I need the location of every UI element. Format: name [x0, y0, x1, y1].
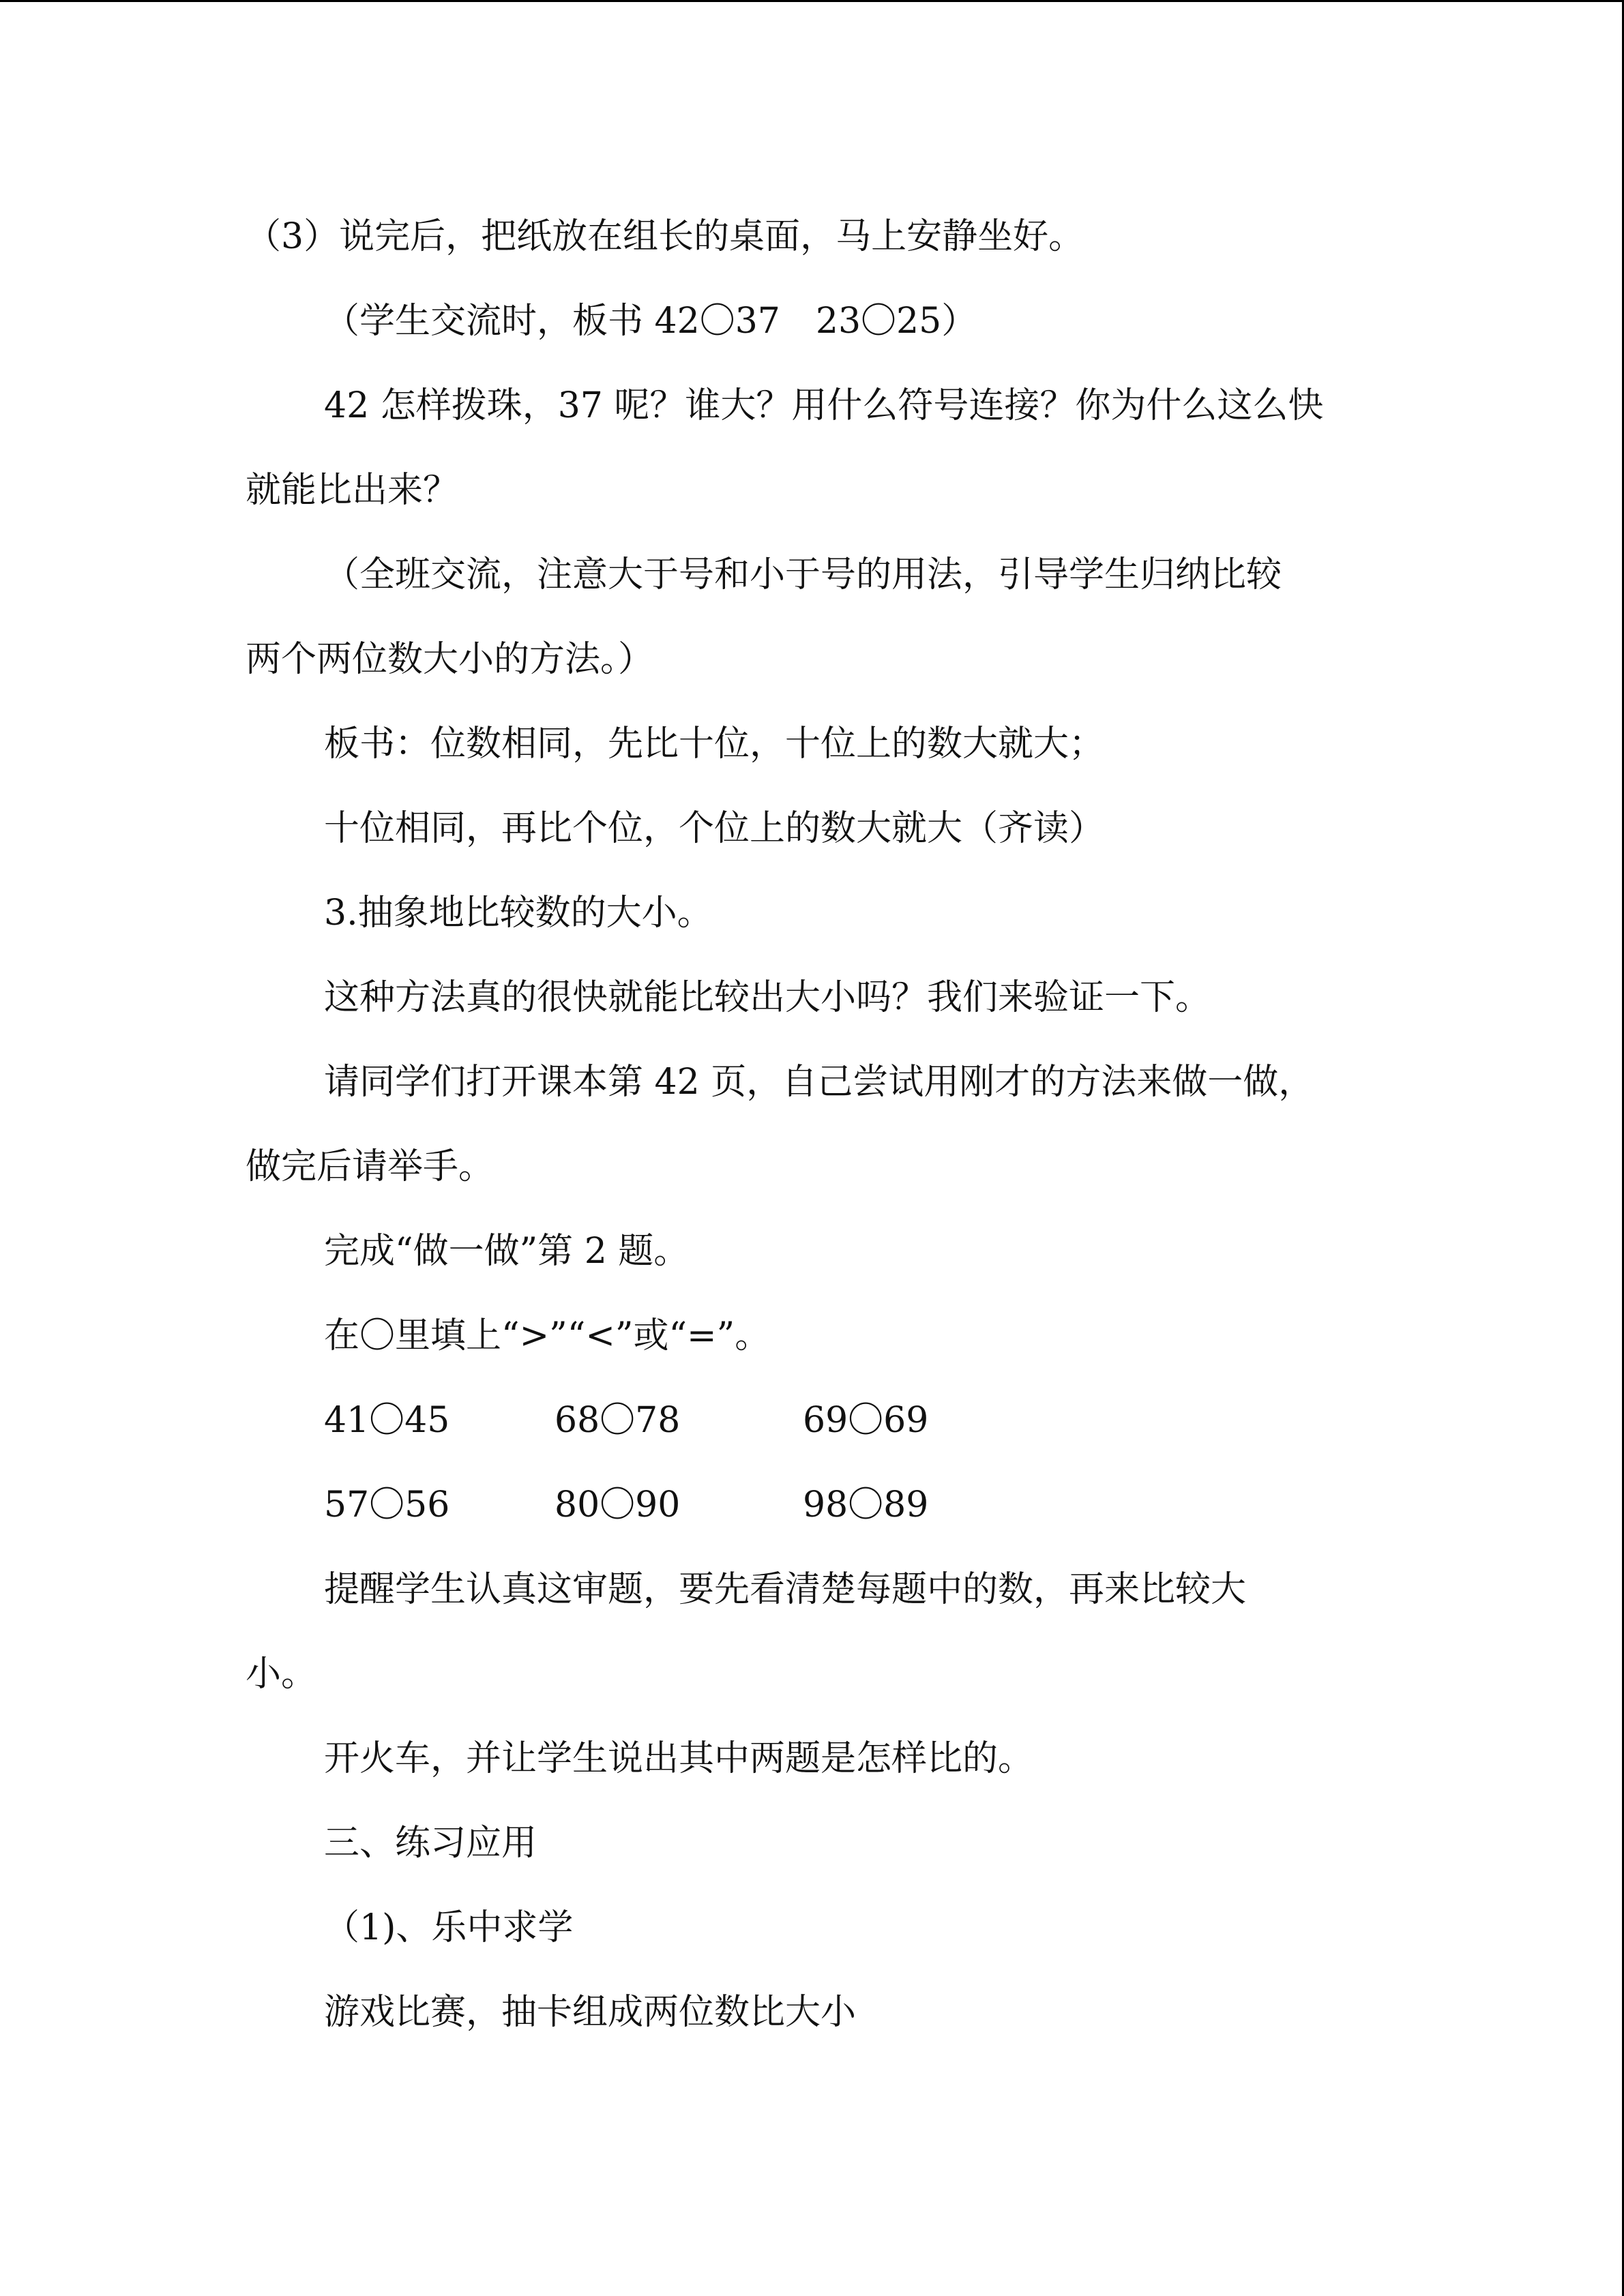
paragraph-open-book-cont: 做完后请举手。: [246, 1146, 494, 1187]
paragraph-step-3: （3）说完后，把纸放在组长的桌面，马上安静坐好。: [246, 216, 1084, 257]
exercise-item: 68〇78: [555, 1400, 681, 1441]
exercise-item: 69〇69: [803, 1400, 929, 1441]
paragraph-open-book: 请同学们打开课本第 42 页，自己尝试用刚才的方法来做一做，: [324, 1062, 1314, 1103]
paragraph-question: 42 怎样拨珠，37 呢？谁大？用什么符号连接？你为什么这么快: [324, 385, 1324, 426]
exercise-item: 57〇56: [324, 1485, 450, 1525]
paragraph-reminder-cont: 小。: [246, 1654, 317, 1695]
document-page: [246, 194, 1385, 2055]
section-heading-3: 3.抽象地比较数的大小。: [324, 893, 713, 934]
paragraph-card-game: 游戏比赛，抽卡组成两位数比大小: [324, 1992, 857, 2033]
paragraph-reminder: 提醒学生认真这审题，要先看清楚每题中的数，再来比较大: [324, 1569, 1247, 1610]
exercise-row: [246, 1378, 1385, 1463]
exercise-item: 80〇90: [555, 1485, 681, 1525]
paragraph-board-rule-1: 板书：位数相同，先比十位，十位上的数大就大；: [324, 724, 1105, 764]
paragraph-question-cont: 就能比出来？: [246, 470, 459, 511]
exercise-item: 98〇89: [803, 1485, 929, 1525]
page-top-border: [0, 0, 1624, 2]
subsection-heading-1: （1)、乐中求学: [324, 1907, 574, 1948]
paragraph-complete-task: 完成“做一做”第 2 题。: [324, 1231, 690, 1272]
exercise-item: 41〇45: [324, 1400, 450, 1441]
exercise-row: [246, 1463, 1385, 1547]
paragraph-board-note: （学生交流时，板书 42〇37 23〇25）: [324, 301, 977, 342]
paragraph-verify: 这种方法真的很快就能比较出大小吗？我们来验证一下。: [324, 977, 1211, 1018]
paragraph-fill-symbols: 在〇里填上“>”“<”或“=”。: [324, 1315, 771, 1356]
paragraph-class-discussion: （全班交流，注意大于号和小于号的用法，引导学生归纳比较: [324, 554, 1282, 595]
paragraph-board-rule-2: 十位相同，再比个位，个位上的数大就大（齐读）: [324, 808, 1105, 849]
paragraph-class-discussion-cont: 两个两位数大小的方法。）: [246, 639, 654, 680]
section-heading-practice: 三、练习应用: [324, 1823, 537, 1864]
paragraph-train-game: 开火车，并让学生说出其中两题是怎样比的。: [324, 1738, 1034, 1779]
